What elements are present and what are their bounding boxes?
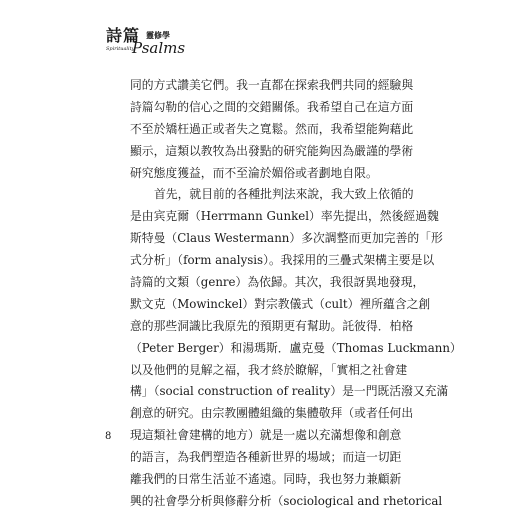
body-text <box>130 75 462 513</box>
text-line: 現這類社會建構的地方）就是一處以充滿想像和創意 <box>130 428 402 443</box>
text-line: 式分析」（form analysis）。我採用的三疊式架構主要是以 <box>130 253 435 268</box>
text-line: 詩篇的文類（genre）為依歸。其次，我很訝異地發現， <box>130 275 425 290</box>
text-line: 首先，就目前的各種批判法來說，我大致上依循的 <box>154 187 414 202</box>
text-line: 不至於矯枉過正或者失之寬鬆。然而，我希望能夠藉此 <box>130 121 414 136</box>
text-line: 顯示，這類以教牧為出發點的研究能夠因為嚴謹的學術 <box>130 143 414 158</box>
text-line: （Peter Berger）和湯瑪斯．盧克曼（Thomas Luckmann） <box>130 340 462 355</box>
text-line: 以及他們的見解之福，我才終於瞭解，「實相之社會建 <box>130 362 408 377</box>
page-number: 8 <box>105 431 112 442</box>
text-line: 意的那些洞識比我原先的預期更有幫助。託彼得．柏格 <box>130 318 414 333</box>
logo-spirituality: Spirituality <box>106 46 135 52</box>
text-line: 創意的研究。由宗教團體組織的集體敬拜（或者任何出 <box>130 406 414 421</box>
text-line: 斯特曼（Claus Westermann）多次調整而更加完善的「形 <box>130 231 443 246</box>
text-line: 的語言，為我們塑造各種新世界的場域；而這一切距 <box>130 450 402 465</box>
logo-title: 詩篇 <box>106 26 141 45</box>
text-line: 構」（social construction of reality）是一門既活潑又充滿 <box>130 384 449 399</box>
text-line: 是由宾克爾（Herrmann Gunkel）率先提出，然後經過魏 <box>130 209 439 224</box>
text-line: 詩篇勾勒的信心之間的交錯關係。我希望自己在這方面 <box>130 99 414 114</box>
book-logo <box>106 27 186 59</box>
logo-psalms: Psalms <box>132 39 186 57</box>
text-line: 研究態度獲益，而不至淪於媚俗或者劃地自限。 <box>130 165 378 180</box>
text-line: 離我們的日常生活並不遙遠。同時，我也努力兼顧新 <box>130 472 402 487</box>
logo-subtitle: 靈修學 <box>146 30 170 40</box>
text-line: 興的社會學分析與修辭分析（sociological and rhetorical <box>130 493 443 508</box>
text-line: 默文克（Mowinckel）對宗教儀式（cult）裡所蘊含之創 <box>130 296 431 311</box>
text-line: 同的方式讚美它們。我一直都在探索我們共同的經驗與 <box>130 78 414 92</box>
